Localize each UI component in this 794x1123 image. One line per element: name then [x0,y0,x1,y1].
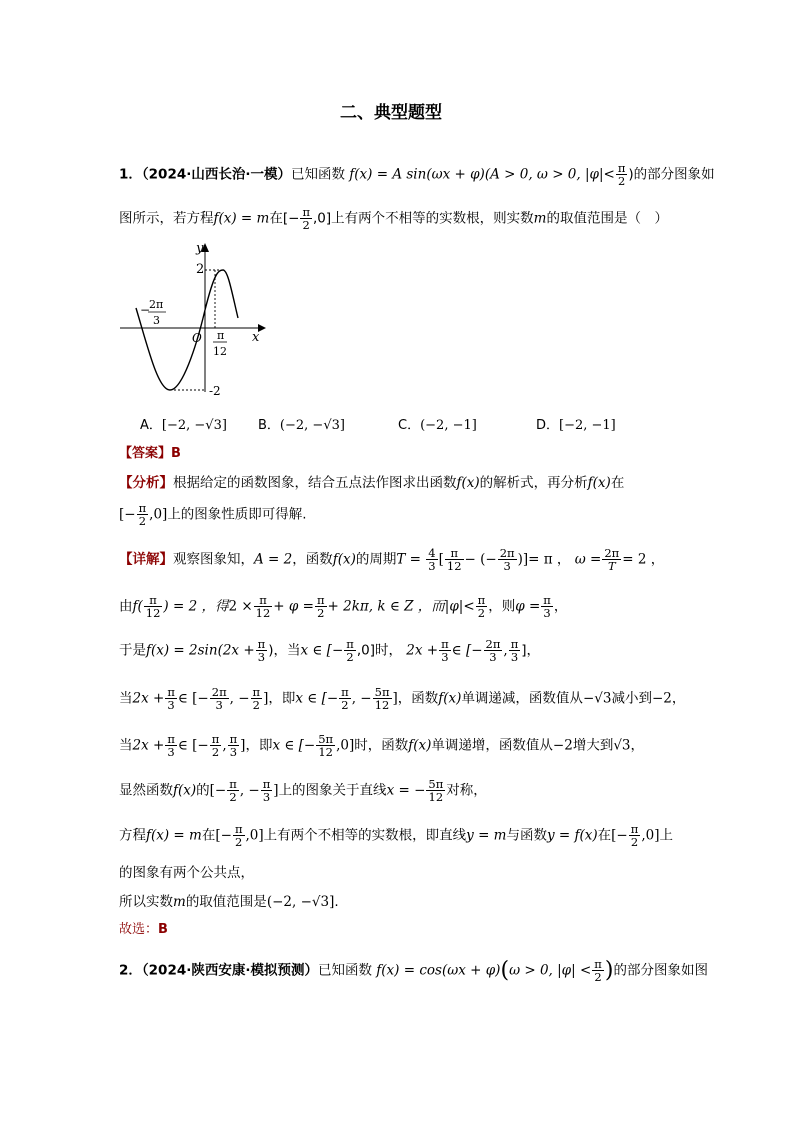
q1-function: f(x) = A sin(ωx + φ)(A > 0, ω > 0, |φ|< [349,166,615,183]
detail-line-3: 于是f(x) = 2sin(2x + $\frac{\pi}{3}$ )，当x ∈ [− $\frac{\pi}{2}$ ,0]时， 2x + $\frac{\pi}{3}$ ∈ [− $\frac{2\pi}{3}$ , $\frac{\pi}{3}$ ]， [119,637,541,665]
q2-number: 2． [119,962,142,979]
q1-frac-pi-2b: $\frac{\pi}{2}$ [302,205,310,233]
q1-source: （2024·山西长治·一模） [141,166,291,183]
analysis-line-1: 【分析】根据给定的函数图象，结合五点法作图求出函数f(x)的解析式，再分析f(x)在 [119,475,625,491]
q2-function: f(x) = cos(ωx + φ) [376,962,501,979]
q1-stem-text-c: 图所示，若方程 [119,210,214,227]
q2-source: （2024·陕西安康·模拟预测） [141,962,318,979]
answer-value: B [171,446,181,461]
q1-number: 1． [119,166,142,183]
option-a[interactable]: A．[−2, −√3] [140,418,227,433]
detail-line-2: 由f( $\frac{\pi}{12}$ ) = 2 ，得2 × $\frac{\pi}{12}$ + φ = $\frac{\pi}{2}$ + 2kπ, k ∈ Z ，而|φ|< $\frac{\pi}{2}$ ，则φ = $\frac{\pi}{3}$ ， [119,593,568,621]
pos-tick-den: 12 [213,345,227,358]
analysis-tag: 【分析】 [119,475,173,491]
option-d[interactable]: D．[−2, −1] [536,418,616,433]
detail-line-7: 方程f(x) = m在[− $\frac{\pi}{2}$ ,0]上有两个不相等的实数根，即直线y = m与函数y = f(x)在[− $\frac{\pi}{2}$ ,0]上 [119,822,673,850]
q1-stem-line-2 [119,206,668,231]
detail-line-9: 所以实数m的取值范围是(−2, −√3]. [119,894,339,910]
final-choice [119,918,168,937]
neg-tick-den: 3 [153,314,160,327]
y-bottom-label: -2 [209,384,221,398]
q1-function-graph [118,238,268,400]
detail-line-1: 【详解】观察图象知，A = 2，函数f(x)的周期T = $\frac{4}{3}$ [ $\frac{\pi}{12}$ − (− $\frac{2\pi}{3}$ )]= π ， ω = $\frac{2\pi}{T}$ = 2 ， [119,546,665,574]
section-title: 二、典型题型 [340,103,442,123]
q1-stem-text-f: 的取值范围是（ ） [546,210,668,227]
answer-tag: 【答案】 [119,446,172,461]
y-top-label: 2 [196,262,205,277]
x-label: x [252,330,260,345]
pos-tick-num: π [217,329,225,342]
q1-stem-text-b: )的部分图象如 [628,166,715,183]
q1-eq-fm: f(x) = m [213,210,270,227]
option-b[interactable]: B．(−2, −√3] [258,418,345,433]
q1-frac-pi-2: $\frac{\pi}{2}$ [617,161,626,189]
answer-line [119,442,181,461]
detail-line-6: 显然函数f(x)的[− $\frac{\pi}{2}$ , − $\frac{\pi}{3}$ ]上的图象关于直线x = − $\frac{5\pi}{12}$ 对称， [119,777,487,805]
detail-tag: 【详解】 [119,551,173,568]
final-choice-tag: 故选： [119,922,159,937]
origin-label: O [192,331,202,345]
final-choice-value: B [158,922,168,937]
neg-tick-minus: − [140,303,151,317]
detail-line-8: 的图象有两个公共点， [119,865,254,881]
q1-stem-text-d: 在[− [269,210,300,227]
y-label: y [196,241,204,256]
q2-stem-line-1: 2．（2024·陕西安康·模拟预测）已知函数 f(x) = cos(ωx + φ)(ω > 0, |φ| < $\frac{\pi}{2}$ )的部分图象如图 [119,957,708,985]
q1-stem-line-1 [119,162,715,187]
detail-line-4: 当2x + $\frac{\pi}{3}$ ∈ [− $\frac{2\pi}{3}$ , − $\frac{\pi}{2}$ ]，即x ∈ [− $\frac{\pi}{2}$ , − $\frac{5\pi}{12}$ ]，函数f(x)单调递减，函数值从−√3减小到−2， [119,685,686,713]
analysis-line-2: [− $\frac{\pi}{2}$ ,0]上的图象性质即可得解. [119,501,307,529]
neg-tick-num: 2π [149,298,164,311]
option-c[interactable]: C．(−2, −1] [398,418,477,433]
q1-stem-text: 已知函数 [291,166,345,183]
q1-var-m: m [533,210,547,227]
q1-stem-text-e: ,0]上有两个不相等的实数根，则实数 [313,210,534,227]
detail-line-5: 当2x + $\frac{\pi}{3}$ ∈ [− $\frac{\pi}{2}$ , $\frac{\pi}{3}$ ]，即x ∈ [− $\frac{5\pi}{12}$ ,0]时，函数f(x)单调递增，函数值从−2增大到√3， [119,732,645,760]
